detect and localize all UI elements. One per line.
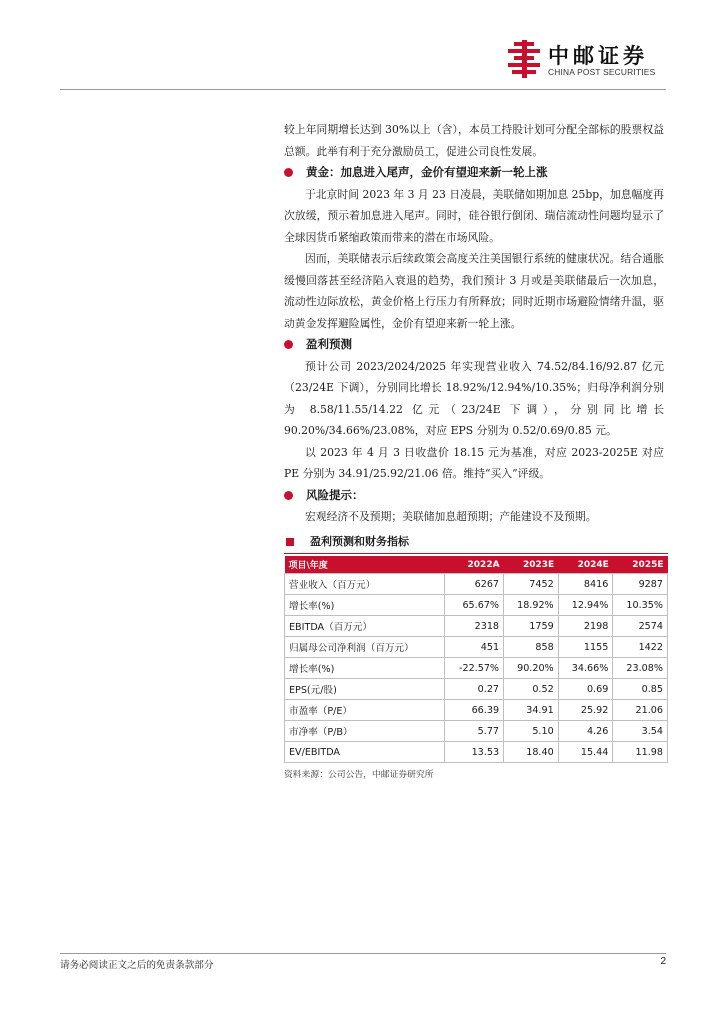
table-title-rule: [284, 553, 668, 554]
page-number: 2: [660, 956, 666, 967]
section-title: 黄金：加息进入尾声，金价有望迎来新一轮上涨: [306, 165, 548, 179]
row-label: EV/EBITDA: [285, 742, 445, 763]
company-logo: [506, 36, 666, 84]
table-cell: 34.66%: [558, 658, 613, 679]
table-cell: 4.26: [558, 721, 613, 742]
company-name-en: CHINA POST SECURITIES: [548, 67, 656, 77]
header-divider: [60, 89, 666, 90]
table-row: [285, 574, 668, 595]
table-cell: 6267: [445, 574, 504, 595]
section-heading-gold: [284, 162, 664, 184]
table-cell: 13.53: [445, 742, 504, 763]
company-name-cn: 中邮证券: [548, 44, 648, 68]
table-cell: 0.52: [504, 679, 559, 700]
table-cell: 1759: [504, 616, 559, 637]
table-cell: 1155: [558, 637, 613, 658]
china-post-logo-icon: [506, 40, 542, 78]
table-cell: 90.20%: [504, 658, 559, 679]
table-cell: 34.91: [504, 700, 559, 721]
table-row: [285, 742, 668, 763]
table-cell: -22.57%: [445, 658, 504, 679]
paragraph-forecast-1: 预计公司 2023/2024/2025 年实现营业收入 74.52/84.16/92.87 亿元（23/24E 下调），分别同比增长 18.92%/12.94%/10.35%；归母净利润分别为 8.58/11.55/14.22 亿元（23/24E 下调），分别同比增长 90.20%/34.66%/23.08%，对应 EPS 分别为 0.52/0.69/0.85 元。: [284, 359, 664, 437]
section-heading-risk: [284, 485, 664, 507]
table-header-cell: 2025E: [613, 556, 668, 574]
table-row: [285, 637, 668, 658]
table-cell: 451: [445, 637, 504, 658]
table-row: [285, 721, 668, 742]
section-heading-forecast: [284, 334, 664, 356]
row-label: 市净率（P/B）: [285, 721, 445, 742]
row-label: 增长率(%): [285, 595, 445, 616]
row-label: 营业收入（百万元）: [285, 574, 445, 595]
table-cell: 66.39: [445, 700, 504, 721]
row-label: EBITDA（百万元）: [285, 616, 445, 637]
table-cell: 5.10: [504, 721, 559, 742]
table-row: [285, 595, 668, 616]
bullet-icon: [284, 168, 293, 177]
table-cell: 858: [504, 637, 559, 658]
table-cell: 65.67%: [445, 595, 504, 616]
report-body: [284, 119, 664, 528]
row-label: 市盈率（P/E）: [285, 700, 445, 721]
section-title: 盈利预测: [306, 337, 352, 351]
table-cell: 0.69: [558, 679, 613, 700]
bullet-icon: [284, 340, 293, 349]
footer-disclaimer: 请务必阅读正文之后的免责条款部分: [60, 960, 214, 971]
table-cell: 2198: [558, 616, 613, 637]
table-header-cell: 项目\年度: [285, 556, 445, 574]
footer-divider: [60, 953, 666, 954]
table-source-note: 资料来源：公司公告，中邮证券研究所: [284, 770, 434, 780]
paragraph-forecast-2: 以 2023 年 4 月 3 日收盘价 18.15 元为基准，对应 2023-2025E 对应 PE 分别为 34.91/25.92/21.06 倍。维持“买入”评级。: [284, 445, 664, 480]
table-header-row: [285, 556, 668, 574]
table-cell: 10.35%: [613, 595, 668, 616]
table-row: [285, 700, 668, 721]
table-row: [285, 679, 668, 700]
table-cell: 7452: [504, 574, 559, 595]
table-cell: 18.40: [504, 742, 559, 763]
table-title: [284, 531, 668, 553]
table-cell: 8416: [558, 574, 613, 595]
table-header-cell: 2022A: [445, 556, 504, 574]
table-cell: 15.44: [558, 742, 613, 763]
row-label: EPS(元/股): [285, 679, 445, 700]
paragraph-esop: 较上年同期增长达到 30%以上（含），本员工持股计划可分配全部标的股票权益总额。此举有利于充分激励员工，促进公司良性发展。: [284, 123, 664, 158]
table-cell: 0.85: [613, 679, 668, 700]
table-cell: 2574: [613, 616, 668, 637]
bullet-icon: [284, 491, 293, 500]
table-cell: 21.06: [613, 700, 668, 721]
table-cell: 25.92: [558, 700, 613, 721]
table-title-text: 盈利预测和财务指标: [310, 535, 409, 548]
table-row: [285, 658, 668, 679]
table-header-cell: 2024E: [558, 556, 613, 574]
table-header-cell: 2023E: [504, 556, 559, 574]
table-cell: 9287: [613, 574, 668, 595]
paragraph-gold-2: 因而，美联储表示后续政策会高度关注美国银行系统的健康状况。结合通胀缓慢回落甚至经济陷入衰退的趋势，我们预计 3 月或是美联储最后一次加息，流动性边际放松，黄金价格上行压力有所释放；同时近期市场避险情绪升温，驱动黄金发挥避险属性，金价有望迎来新一轮上涨。: [284, 252, 664, 330]
square-bullet-icon: [286, 538, 294, 546]
table-cell: 5.77: [445, 721, 504, 742]
table-cell: 23.08%: [613, 658, 668, 679]
table-cell: 18.92%: [504, 595, 559, 616]
financial-table: [284, 556, 668, 763]
table-cell: 2318: [445, 616, 504, 637]
table-row: [285, 616, 668, 637]
section-title: 风险提示：: [306, 487, 364, 502]
financial-table-block: [284, 531, 668, 780]
table-cell: 12.94%: [558, 595, 613, 616]
table-cell: 11.98: [613, 742, 668, 763]
row-label: 归属母公司净利润（百万元）: [285, 637, 445, 658]
paragraph-gold-1: 于北京时间 2023 年 3 月 23 日凌晨，美联储如期加息 25bp，加息幅度再次放缓，预示着加息进入尾声。同时，硅谷银行倒闭、瑞信流动性问题均显示了全球因货币紧缩政策而带来的潜在市场风险。: [284, 187, 664, 244]
row-label: 增长率(%): [285, 658, 445, 679]
table-cell: 1422: [613, 637, 668, 658]
paragraph-risk: 宏观经济不及预期；美联储加息超预期；产能建设不及预期。: [305, 510, 597, 523]
table-cell: 3.54: [613, 721, 668, 742]
table-cell: 0.27: [445, 679, 504, 700]
